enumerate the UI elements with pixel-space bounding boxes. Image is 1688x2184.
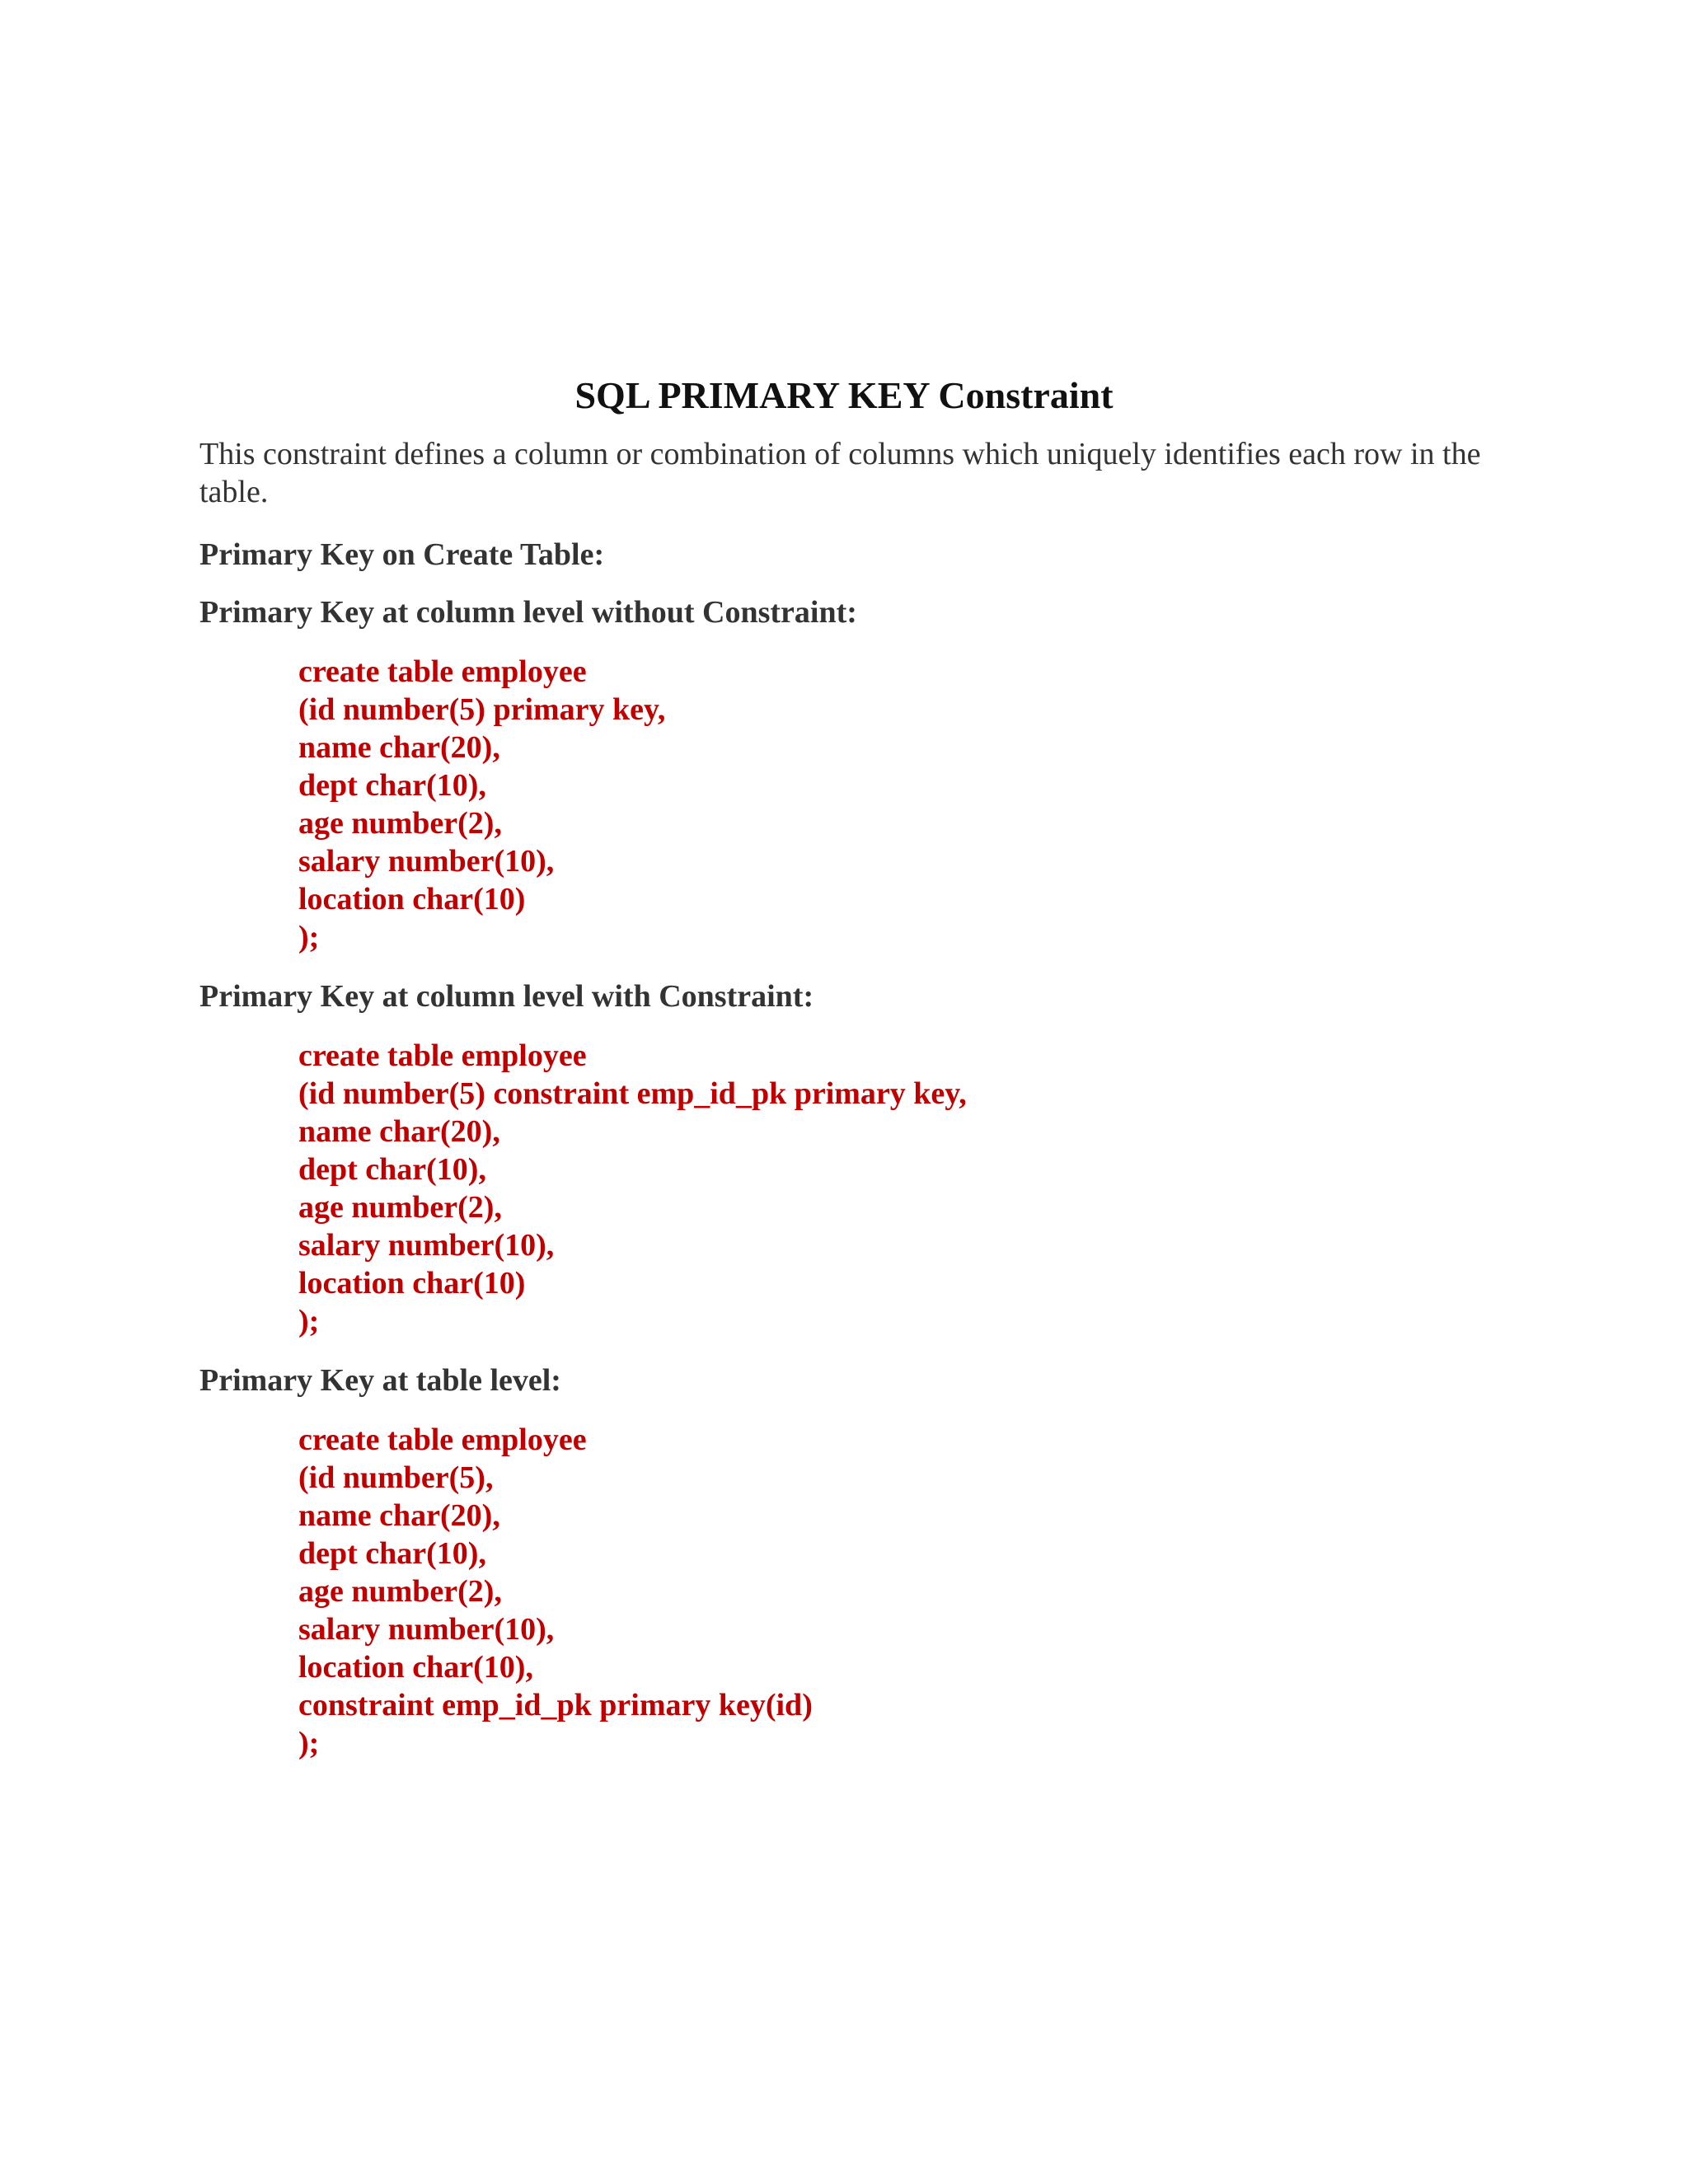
code-block-table-level	[298, 1421, 813, 1762]
code-line: dept char(10),	[298, 768, 486, 803]
code-line: location char(10),	[298, 1650, 533, 1685]
column-level-with-constraint-heading: Primary Key at column level with Constraint:	[199, 979, 814, 1014]
code-line: salary number(10),	[298, 844, 555, 879]
code-line: dept char(10),	[298, 1152, 486, 1187]
code-line: location char(10)	[298, 1266, 526, 1301]
code-line: create table employee	[298, 1422, 587, 1457]
code-line: (id number(5) primary key,	[298, 692, 666, 727]
code-line: salary number(10),	[298, 1228, 555, 1263]
column-level-without-constraint-heading: Primary Key at column level without Constraint:	[199, 595, 857, 630]
code-line: location char(10)	[298, 882, 526, 916]
code-line: name char(20),	[298, 730, 500, 765]
code-line: age number(2),	[298, 806, 502, 841]
code-line: age number(2),	[298, 1190, 502, 1225]
code-line: create table employee	[298, 1038, 587, 1073]
intro-paragraph: This constraint defines a column or combination of columns which uniquely identifies each row in the table.	[199, 437, 1481, 509]
code-line: create table employee	[298, 654, 587, 689]
code-line: (id number(5) constraint emp_id_pk primary key,	[298, 1076, 967, 1111]
code-line: name char(20),	[298, 1114, 500, 1149]
code-line: );	[298, 920, 320, 954]
code-line: constraint emp_id_pk primary key(id)	[298, 1688, 813, 1722]
code-line: dept char(10),	[298, 1536, 486, 1571]
code-block-column-without-constraint	[298, 653, 665, 956]
table-level-heading: Primary Key at table level:	[199, 1363, 561, 1398]
code-line: salary number(10),	[298, 1612, 555, 1647]
code-line: );	[298, 1726, 320, 1760]
create-table-heading: Primary Key on Create Table:	[199, 537, 605, 572]
page-title: SQL PRIMARY KEY Constraint	[574, 374, 1114, 416]
code-line: );	[298, 1304, 320, 1338]
code-line: name char(20),	[298, 1498, 500, 1533]
code-line: (id number(5),	[298, 1460, 494, 1495]
code-line: age number(2),	[298, 1574, 502, 1609]
code-block-column-with-constraint	[298, 1037, 967, 1340]
